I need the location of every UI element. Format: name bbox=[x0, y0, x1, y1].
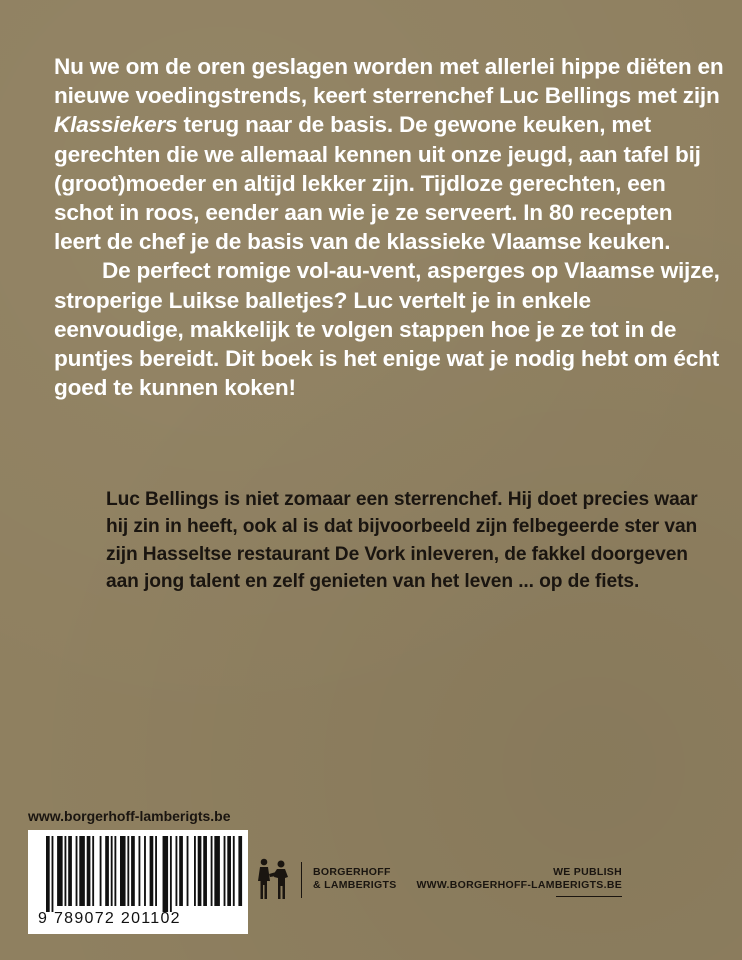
website-link[interactable]: www.borgerhoff-lamberigts.be bbox=[28, 808, 231, 824]
barcode-bar bbox=[100, 836, 102, 906]
barcode-bar bbox=[163, 836, 169, 912]
barcode-bar bbox=[224, 836, 226, 906]
barcode-bar bbox=[150, 836, 154, 906]
barcode-bar bbox=[79, 836, 85, 906]
author-bio bbox=[106, 486, 716, 596]
tagline-url[interactable]: WWW.BORGERHOFF-LAMBERIGTS.BE bbox=[416, 879, 622, 891]
barcode-bar bbox=[87, 836, 91, 906]
publisher-name bbox=[313, 866, 397, 892]
barcode-bar bbox=[238, 836, 242, 906]
blurb-book-title: Klassiekers bbox=[54, 112, 178, 138]
author-bio-text: Luc Bellings is niet zomaar een sterrenchef. Hij doet precies waar hij zin in heeft, ook al is dat bijvoorbeeld zijn felbegeerde ster van zijn Hasseltse restaurant De Vork inleveren, de fakkel doorgeven aan jong talent en zelf genieten van het leven ... op de fiets. bbox=[106, 489, 698, 593]
publisher-line-1: BORGERHOFF bbox=[313, 866, 391, 878]
barcode-bar bbox=[144, 836, 146, 906]
barcode-bar bbox=[194, 836, 196, 906]
blurb-p1-rest: terug naar de basis. De gewone keuken, met gerechten die we allemaal kennen uit onze jeugd, aan tafel bij (groot)moeder en altijd lekker zijn. Tijdloze gerechten, een schot in roos, eender aan wie je ze serveert. In 80 recepten leert de chef je de basis van de klassieke Vlaamse keuken. bbox=[54, 112, 701, 255]
barcode-bar bbox=[76, 836, 78, 906]
publisher-line-2: & LAMBERIGTS bbox=[313, 879, 397, 891]
barcode-bar bbox=[114, 836, 116, 906]
barcode-bar bbox=[176, 836, 178, 906]
logo-divider bbox=[301, 862, 302, 898]
barcode-bar bbox=[198, 836, 202, 906]
barcode-bar bbox=[211, 836, 213, 906]
barcode-bar bbox=[179, 836, 183, 906]
barcode-bar bbox=[92, 836, 94, 906]
barcode-bar bbox=[65, 836, 67, 906]
barcode-icon bbox=[28, 830, 248, 934]
barcode-bar bbox=[46, 836, 50, 912]
blurb-paragraph-2: De perfect romige vol-au-vent, asperges op Vlaamse wijze, stroperige Luikse balletjes? Luc vertelt je in enkele eenvoudige, makkelijk te volgen stappen hoe je ze tot in de puntjes bereidt. Dit boek is het enige wat je nodig hebt om écht goed te kunnen koken! bbox=[54, 258, 720, 401]
blurb-p1-intro: Nu we om de oren geslagen worden met allerlei hippe diëten en nieuwe voedingstrends, keert sterrenchef Luc Bellings met zijn bbox=[54, 54, 724, 109]
isbn-number: 9 789072 201102 bbox=[38, 910, 181, 927]
publisher-figures-logo-icon bbox=[252, 857, 298, 908]
barcode-bar bbox=[68, 836, 72, 906]
tagline-line-1: WE PUBLISH bbox=[553, 866, 622, 878]
barcode-bar bbox=[52, 836, 54, 912]
barcode-bar bbox=[214, 836, 220, 906]
blurb-paragraph-1 bbox=[54, 52, 724, 256]
cover-blurb bbox=[54, 52, 724, 402]
barcode-bar bbox=[139, 836, 141, 906]
barcode-bar bbox=[131, 836, 135, 906]
barcode-bar bbox=[155, 836, 157, 906]
publisher-tagline bbox=[416, 866, 622, 892]
barcode-bar bbox=[57, 836, 63, 906]
tagline-underline bbox=[556, 896, 622, 897]
barcode-bar bbox=[227, 836, 231, 906]
barcode-bar bbox=[111, 836, 113, 906]
barcode-bar bbox=[120, 836, 126, 906]
barcode-bar bbox=[203, 836, 207, 906]
barcode-bar bbox=[105, 836, 109, 906]
barcode-bar bbox=[127, 836, 129, 906]
barcode-bar bbox=[170, 836, 172, 912]
barcode-bar bbox=[233, 836, 235, 906]
barcode-bar bbox=[187, 836, 189, 906]
